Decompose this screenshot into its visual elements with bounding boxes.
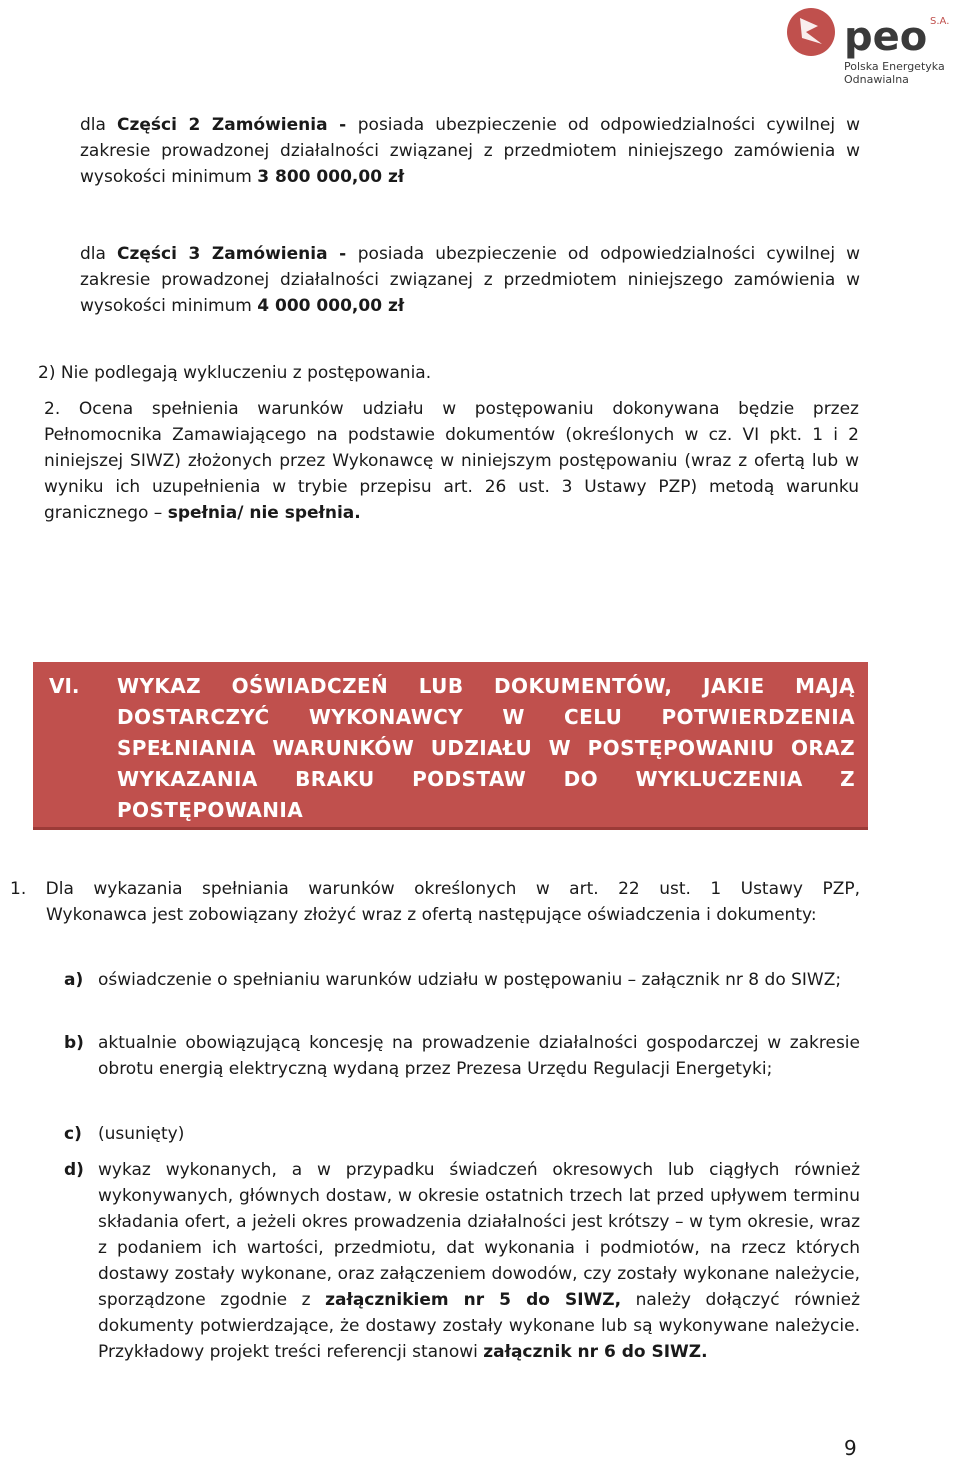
logo-mark: peo xyxy=(844,14,928,60)
company-logo xyxy=(782,4,957,88)
section-title: WYKAZ OŚWIADCZEŃ LUB DOKUMENTÓW, JAKIE MAJĄ DOSTARCZYĆ WYKONAWCY W CELU POTWIERDZENIA SPEŁNIANIA WARUNKÓW UDZIAŁU W POSTĘPOWANIU ORAZ WYKAZANIA BRAKU PODSTAW DO WYKLUCZENIA Z POSTĘPOWANIA xyxy=(117,674,855,822)
exclusion-condition: 2) Nie podlegają wykluczeniu z postępowania. xyxy=(38,363,432,383)
logo-suffix: S.A. xyxy=(930,16,950,27)
page-number: 9 xyxy=(844,1436,857,1460)
documents-intro xyxy=(10,876,860,928)
insurance-part2-paragraph: dla Części 2 Zamówienia - posiada ubezpieczenie od odpowiedzialności cywilnej w zakresie prowadzonej działalności związanej z przedmiotem niniejszego zamówienia w wysokości minimum 3 800 000,00 zł xyxy=(80,115,860,187)
logo-line2: Odnawialna xyxy=(844,73,909,86)
section-number: VI. xyxy=(49,674,80,698)
logo-line1: Polska Energetyka xyxy=(844,60,945,73)
documents-intro-body: Wykonawca jest zobowiązany złożyć wraz z ofertą następujące oświadczenia i dokumenty: xyxy=(46,905,817,925)
peo-logo-icon xyxy=(782,4,957,88)
assessment-paragraph: 2. Ocena spełnienia warunków udziału w postępowaniu dokonywana będzie przez Pełnomocnika Zamawiającego na podstawie dokumentów (określonych w cz. VI pkt. 1 i 2 niniejszej SIWZ) złożonych przez Wykonawcę w niniejszym postępowaniu (wraz z ofertą lub w wyniku ich uzupełnienia w trybie przepisu art. 26 ust. 3 Ustawy PZP) metodą warunku granicznego – spełnia/ nie spełnia. xyxy=(44,399,859,523)
insurance-part3-paragraph: dla Części 3 Zamówienia - posiada ubezpieczenie od odpowiedzialności cywilnej w zakresie prowadzonej działalności związanej z przedmiotem niniejszego zamówienia w wysokości minimum 4 000 000,00 zł xyxy=(80,244,860,316)
section-heading xyxy=(33,662,868,830)
documents-intro-line1: 1. Dla wykazania spełniania warunków określonych w art. 22 ust. 1 Ustawy PZP, xyxy=(10,879,860,899)
